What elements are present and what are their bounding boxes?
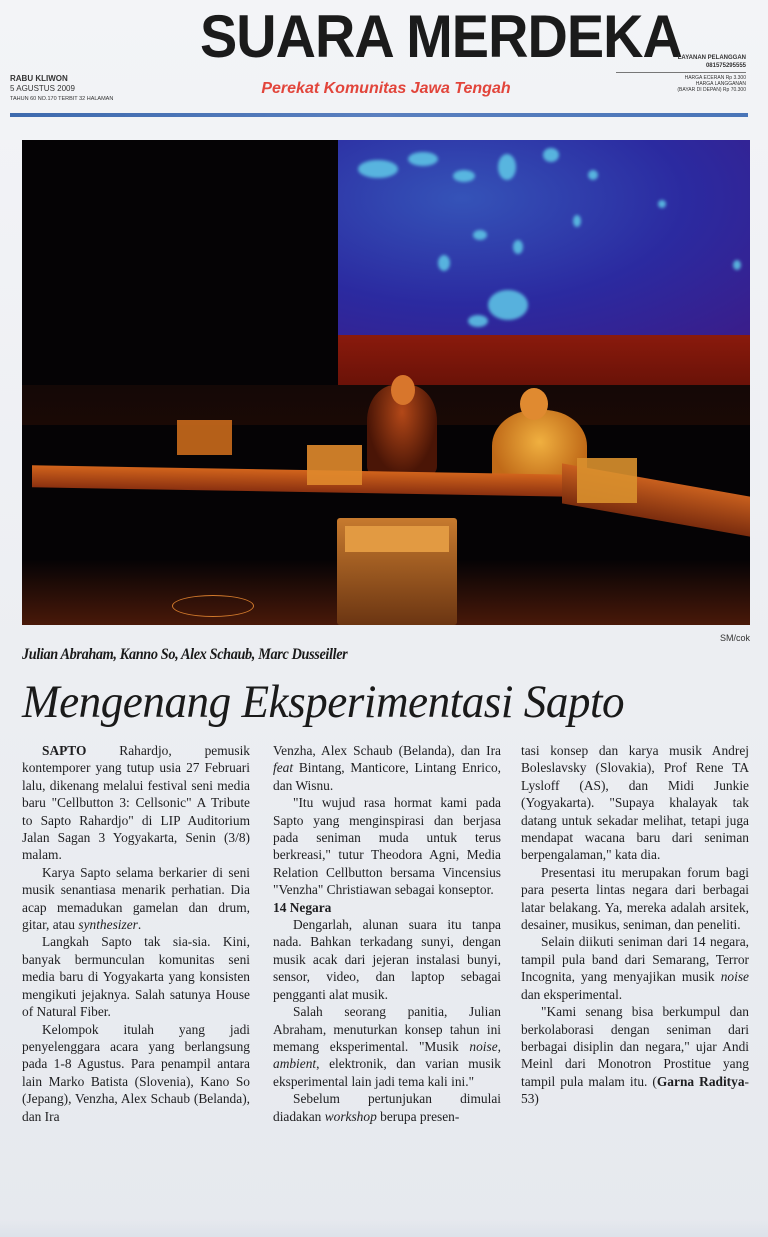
price-retail: HARGA ECERAN Rp 3.300 xyxy=(684,75,746,81)
article-headline: Mengenang Eksperimentasi Sapto xyxy=(22,676,625,728)
price-subscription: (BAYAR DI DEPAN) Rp 70.300 xyxy=(677,87,746,93)
dateline xyxy=(10,74,113,104)
subscriber-service-box xyxy=(616,55,746,93)
service-phone: 081575295555 xyxy=(616,62,746,73)
paragraph: Presentasi itu merupakan forum bagi para peserta lintas negara dari berbagai latar belakang. Ya, mereka adalah arsitek, desainer, musikus, seniman, dan peneliti. xyxy=(521,864,749,933)
byline: Garna Raditya xyxy=(656,1073,745,1089)
page-edge xyxy=(0,1219,768,1237)
paragraph: "Itu wujud rasa hormat kami pada Sapto yang menginspirasi dan berjasa pada seniman muda untuk terus berkreasi," tutur Theodora Agni, Media Relation Cellbutton bersama Vincensius "Venzha" Christiawan sebagai konseptor. xyxy=(273,795,501,898)
paragraph: Salah seorang panitia, Julian Abraham, menuturkan konsep tahun ini memang eksperimental. "Musik noise, ambient, elektronik, dan varian musik eksperimental lain jadi tema kali ini." xyxy=(273,1004,501,1089)
lead-word: SAPTO xyxy=(42,743,87,758)
laptop xyxy=(307,445,362,485)
equipment-table xyxy=(32,465,572,496)
p4-continued: Venzha, Alex Schaub (Belanda), dan Ira xyxy=(273,743,501,758)
paragraph: Selain diikuti seniman dari 14 negara, tampil pula band dari Semarang, Terror Incognita, yang menyajikan musik noise dan eksperimental. xyxy=(521,934,749,1002)
paragraph: Langkah Sapto tak sia-sia. Kini, banyak bermunculan komunitas seni media baru di Yogyakarta yang konsisten mengikuti jejaknya. Salah satunya House of Natural Fiber. xyxy=(22,934,250,1020)
article-column-2 xyxy=(273,742,501,1125)
cable xyxy=(172,595,254,617)
newspaper-tagline: Perekat Komunitas Jawa Tengah xyxy=(261,80,511,97)
article-subheading: 14 Negara xyxy=(273,899,332,915)
photo-credit: SM/cok xyxy=(719,633,750,643)
amplifier xyxy=(337,518,457,625)
paragraph: Dengarlah, alunan suara itu tanpa nada. Bahkan terkadang sunyi, dengan musik acak dari jejeran instalasi bunyi, sensor, video, dan laptop sebagai pengganti alat musik. xyxy=(273,917,501,1002)
performer xyxy=(367,385,437,475)
paragraph: SAPTO Rahardjo, pemusik kontemporer yang tutup usia 27 Februari lalu, dikenang melalui festival seni media baru "Cellbutton 3: Cellsonic" A Tribute to Sapto Rahardjo" di LIP Auditorium Jalan Sagan 3 Yogyakarta, Senin (3/8) malam. xyxy=(22,743,250,863)
photo-caption: Julian Abraham, Kanno So, Alex Schaub, Marc Dusseiller xyxy=(22,646,348,663)
concert-photo xyxy=(22,140,750,625)
price-subscription-label: HARGA LANGGANAN xyxy=(695,81,746,87)
masthead-divider xyxy=(10,113,748,117)
service-heading: LAYANAN PELANGGAN xyxy=(677,55,746,61)
paragraph: Karya Sapto selama berkarier di seni musik senantiasa menarik perhatian. Dia acap memadukan gamelan dan drum, gitar, atau synthesizer. xyxy=(22,864,250,933)
paragraph-continued: Venzha, Alex Schaub (Belanda), dan Ira feat Bintang, Manticore, Lintang Enrico, dan Wisnu. xyxy=(273,743,501,793)
dateline-day: RABU KLIWON xyxy=(10,74,68,83)
article-column-1 xyxy=(22,742,250,1126)
laptop xyxy=(177,420,232,455)
paragraph-continued: tasi konsep dan karya musik Andrej Boleslavsky (Slovakia), Prof Rene TA Lysloff (AS), dan Midi Junkie (Yogyakarta). "Supaya khalayak tak datang untuk sekadar melihat, tetapi juga mendapat wacana baru dari seniman berpengalaman," kata dia. xyxy=(521,743,749,863)
paragraph: Kelompok itulah yang jadi penyelenggara acara yang berlangsung pada 1-8 Agustus. Para penampil antara lain Marko Batista (Slovenia), Kano So (Jepang), Venzha, Alex Schaub (Belanda), dan Ira xyxy=(22,1021,250,1124)
article-column-3 xyxy=(521,742,749,1108)
laptop xyxy=(577,458,637,503)
p8-start: berupa presen- xyxy=(376,1108,460,1124)
paragraph: "Kami senang bisa berkumpul dan berkolaborasi dengan seniman dari berbagai disiplin dan negara," ujar Andi Meinl dari Monotron Prostitue yang tampil pula malam itu. (Garna Raditya-53) xyxy=(521,1004,749,1107)
dateline-issue: TAHUN 60 NO.170 TERBIT 32 HALAMAN xyxy=(10,96,114,102)
paragraph: Sebelum pertunjukan dimulai diadakan workshop berupa presen- xyxy=(273,1091,501,1124)
dateline-date: 5 AGUSTUS 2009 xyxy=(10,84,75,93)
newspaper-title: SUARA MERDEKA xyxy=(200,3,682,70)
projection-screen xyxy=(338,140,750,335)
